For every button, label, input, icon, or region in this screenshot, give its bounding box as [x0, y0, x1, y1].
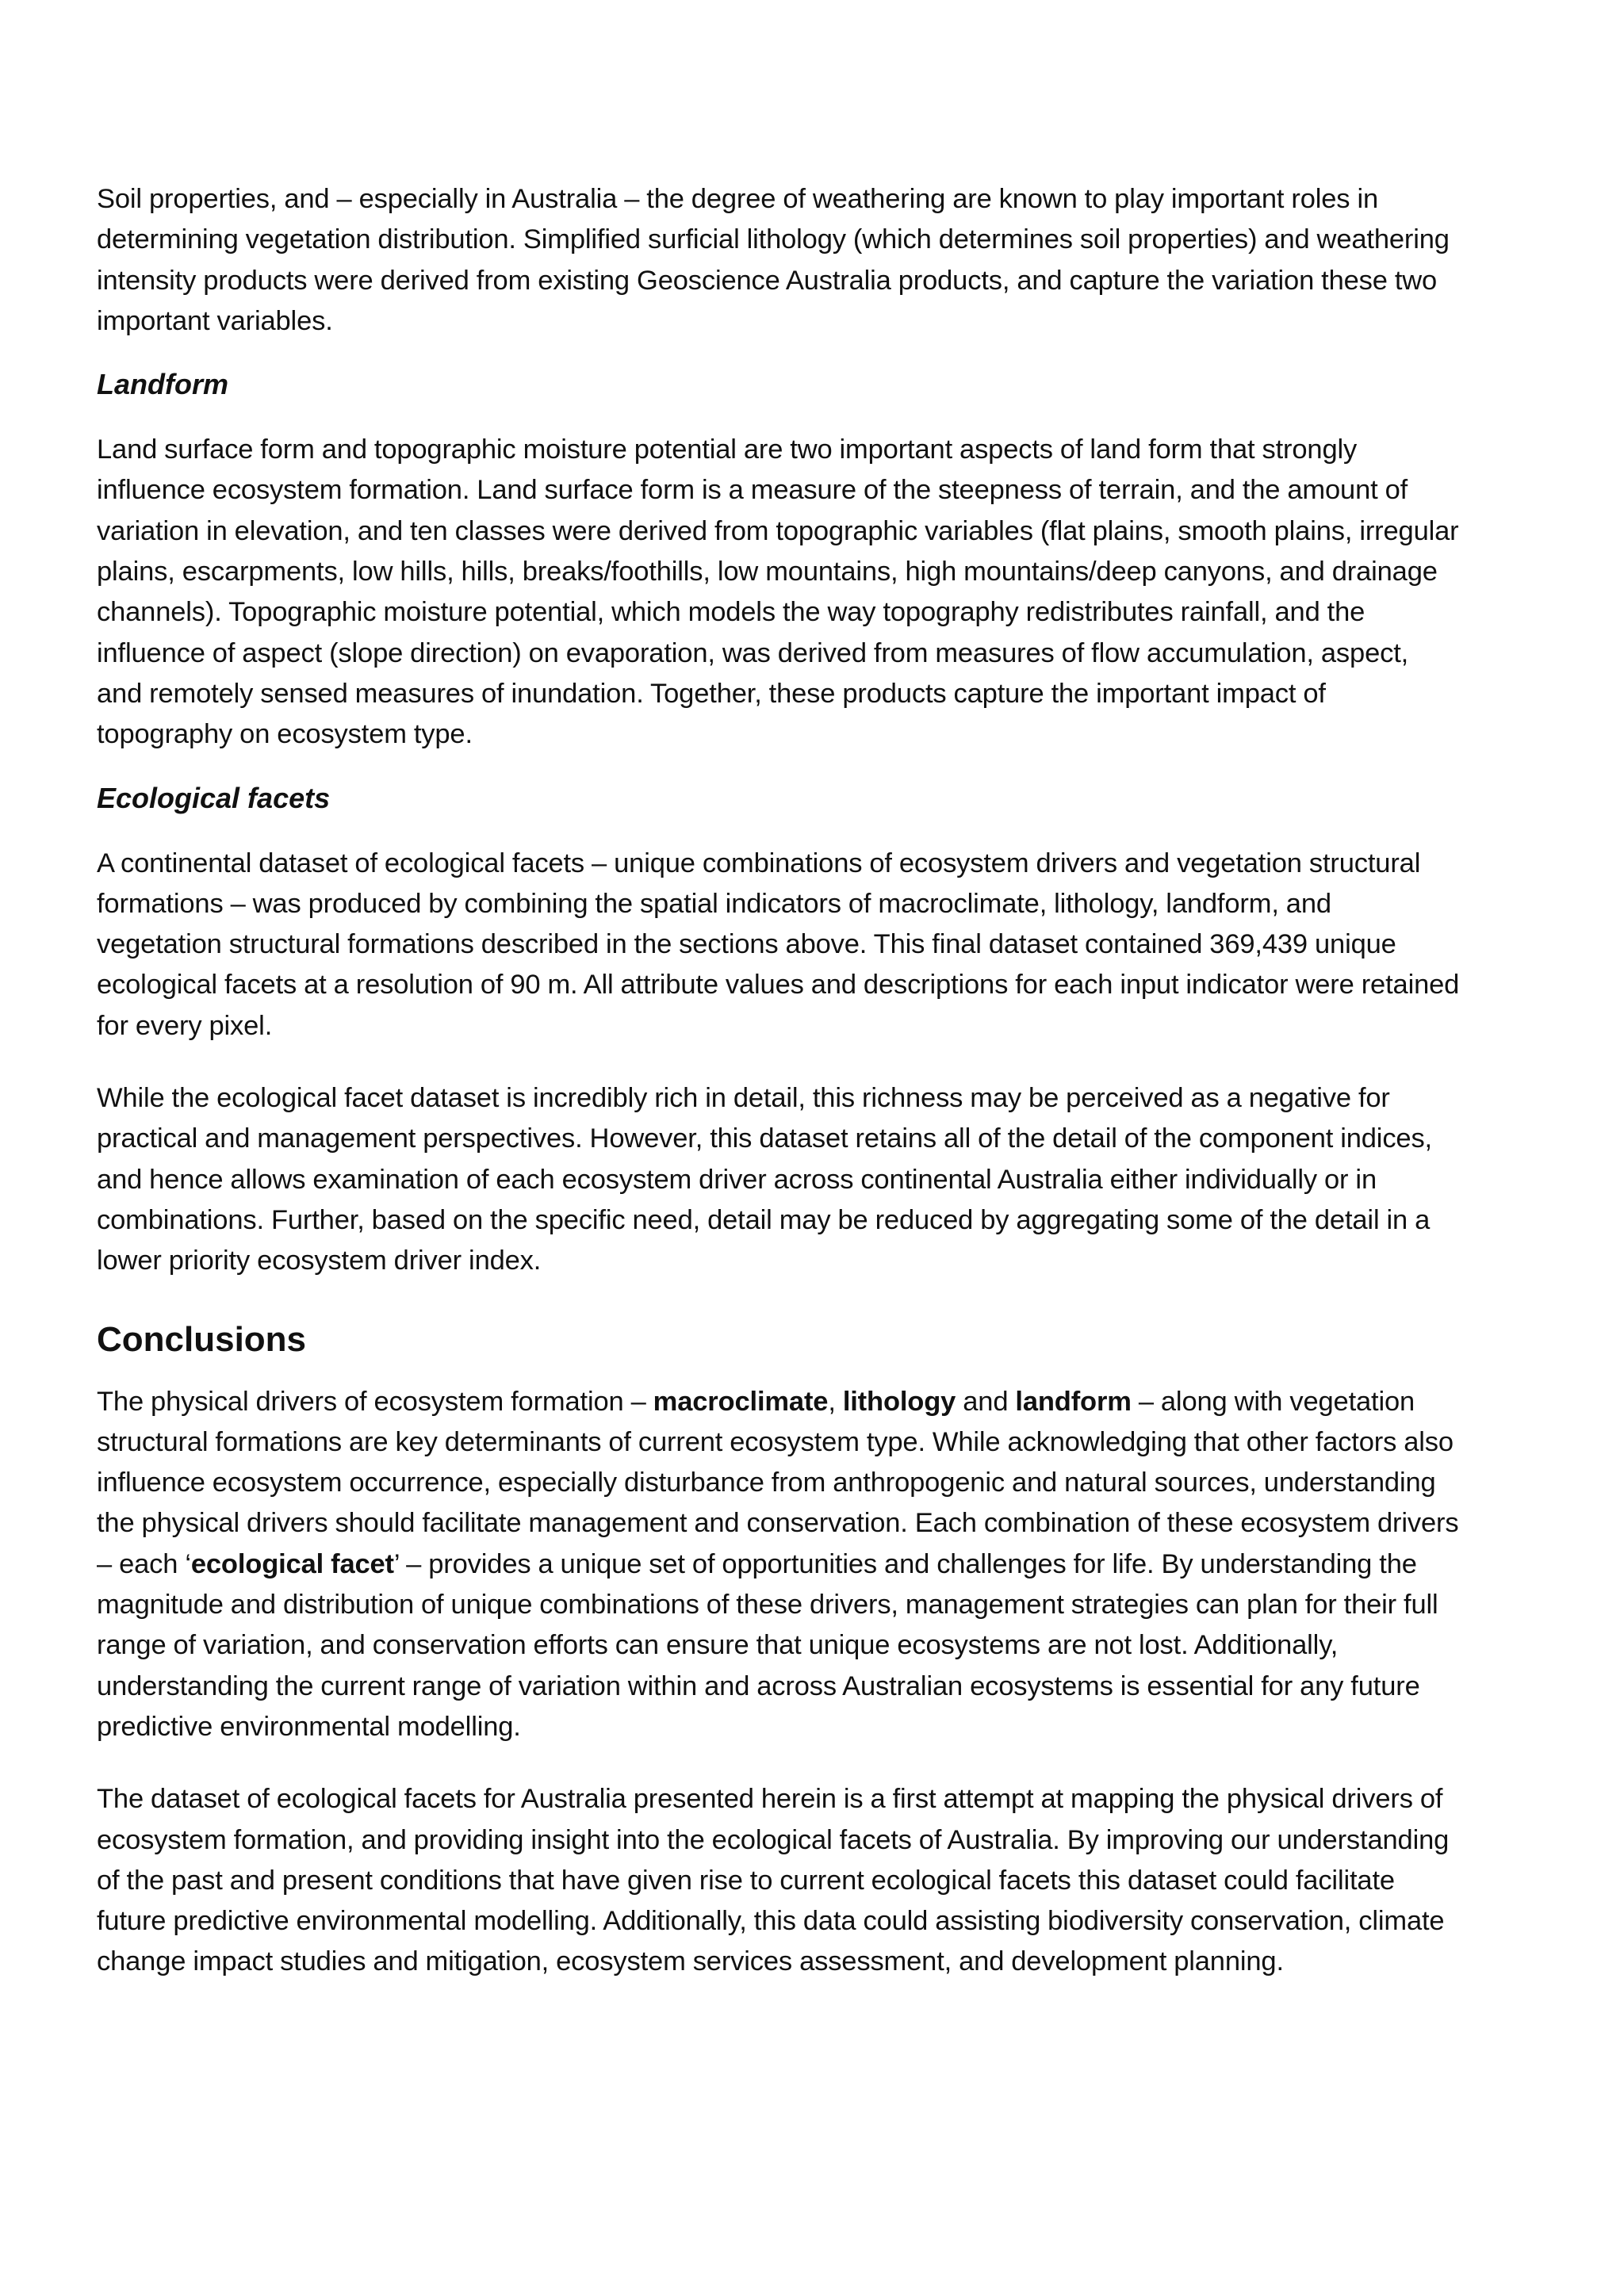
- conclusions-heading: Conclusions: [97, 1319, 307, 1359]
- landform-heading: Landform: [97, 368, 228, 401]
- landform-paragraph: Land surface form and topographic moisture potential are two important aspects of land form that strongly influence ecosystem formation. Land surface form is a measure of the steepness of terrain, and the amount of variation in elevation, and ten classes were derived from topographic variables (flat plains, smooth plains, irregular plains, escarpments, low hills, hills, breaks/foothills, low mountains, high mountains/deep canyons, and drainage channels). Topographic moisture potential, which models the way topography redistributes rainfall, and the influence of aspect (slope direction) on evaporation, was derived from measures of flow accumulation, aspect, and remotely sensed measures of inundation. Together, these products capture the important impact of topography on ecosystem type.: [97, 434, 1459, 750]
- ecological-facets-paragraph-1: A continental dataset of ecological facets – unique combinations of ecosystem drivers and vegetation structural formations – was produced by combining the spatial indicators of macroclimate, lithology, landform, and vegetation structural formations described in the sections above. This final dataset contained 369,439 unique ecological facets at a resolution of 90 m. All attribute values and descriptions for each input indicator were retained for every pixel.: [97, 848, 1460, 1041]
- intro-paragraph: Soil properties, and – especially in Australia – the degree of weathering are known to play important roles in determining vegetation distribution. Simplified surficial lithology (which determines soil properties) and weathering intensity products were derived from existing Geoscience Australia products, and capture the variation these two important variables.: [97, 184, 1450, 336]
- conclusions-text-1: The physical drivers of ecosystem formation –: [97, 1386, 653, 1417]
- conclusions-paragraph-2: The dataset of ecological facets for Australia presented herein is a first attempt at mapping the physical drivers of ecosystem formation, and providing insight into the ecological facets of Australia. By improving our understanding of the past and present conditions that have given rise to current ecological facets this dataset could facilitate future predictive environmental modelling. Additionally, this data could assisting biodiversity conservation, climate change impact studies and mitigation, ecosystem services assessment, and development planning.: [97, 1784, 1450, 1977]
- conclusions-text-4: – along with vegetation structural formations are key determinants of current ecosystem type. While acknowledging that other factors also influence ecosystem occurrence, especially disturbance from anthropogenic and natural sources, understanding the physical drivers should facilitate management and conservation. Each combination of these ecosystem drivers – each ‘: [97, 1386, 1459, 1579]
- conclusions-text-5: ’ – provides a unique set of opportunities and challenges for life. By understanding the magnitude and distribution of unique combinations of these drivers, management strategies can plan for their full range of variation, and conservation efforts can ensure that unique ecosystems are not lost. Additionally, understanding the current range of variation within and across Australian ecosystems is essential for any future predictive environmental modelling.: [97, 1548, 1438, 1742]
- ecological-facets-heading: Ecological facets: [97, 781, 331, 814]
- conclusions-paragraph-1: [97, 1382, 1461, 1748]
- term-macroclimate: macroclimate: [653, 1386, 829, 1417]
- ecological-facets-paragraph-2: While the ecological facet dataset is incredibly rich in detail, this richness may be perceived as a negative for practical and management perspectives. However, this dataset retains all of the detail of the component indices, and hence allows examination of each ecosystem driver across continental Australia either individually or in combinations. Further, based on the specific need, detail may be reduced by aggregating some of the detail in a lower priority ecosystem driver index.: [97, 1083, 1432, 1276]
- term-ecological-facet: ecological facet: [190, 1548, 394, 1579]
- term-landform: landform: [1015, 1386, 1132, 1417]
- conclusions-text-2: ,: [828, 1386, 843, 1417]
- term-lithology: lithology: [842, 1386, 956, 1417]
- document-page: [97, 179, 1461, 1983]
- conclusions-text-3: and: [956, 1386, 1016, 1417]
